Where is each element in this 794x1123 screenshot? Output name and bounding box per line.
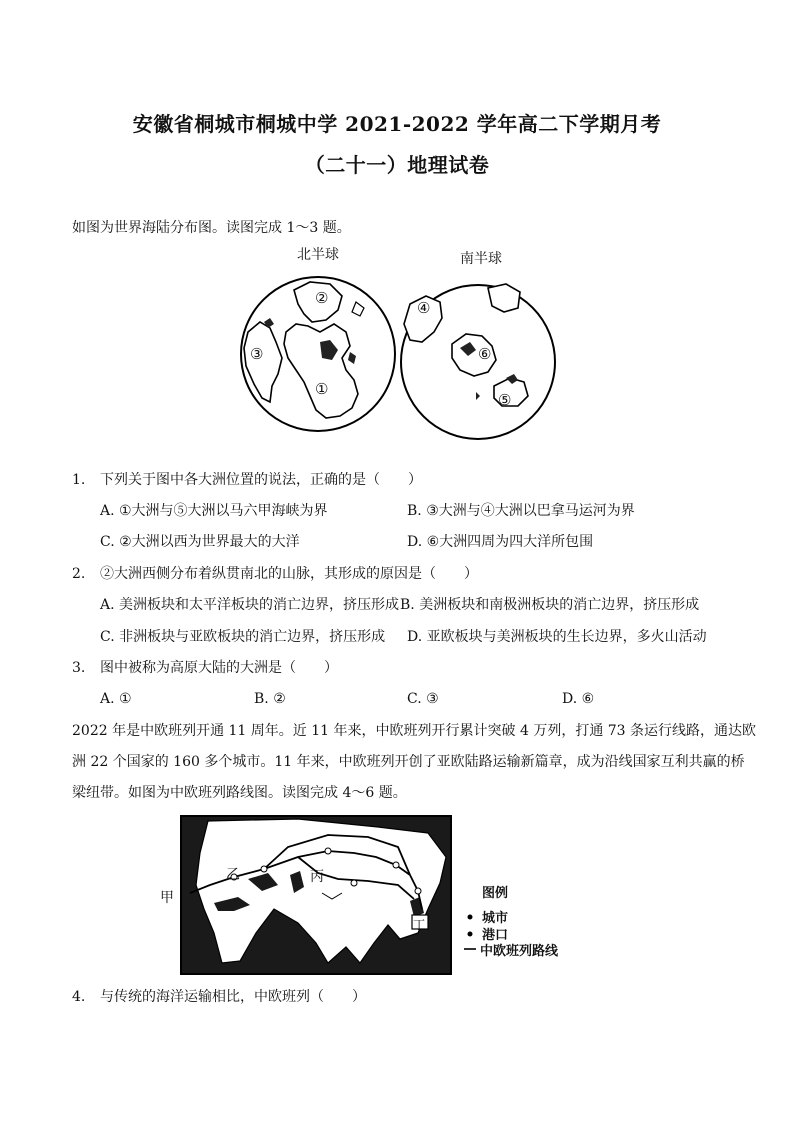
mark-4: ④ bbox=[417, 299, 431, 317]
question-3-option-d: D. ⑥ bbox=[562, 691, 595, 707]
intro-text: 如图为世界海陆分布图。读图完成 1～3 题。 bbox=[72, 220, 351, 236]
south-hemisphere-label: 南半球 bbox=[460, 251, 502, 267]
question-1-stem: 下列关于图中各大洲位置的说法，正确的是（ ） bbox=[100, 472, 422, 488]
map-label-jia: 甲 bbox=[160, 890, 174, 906]
question-3-option-a: A. ① bbox=[100, 691, 132, 707]
mark-6: ⑥ bbox=[478, 345, 492, 363]
question-3-option-c: C. ③ bbox=[407, 691, 439, 707]
map-label-bing: 丙 bbox=[310, 869, 324, 885]
passage-line-2: 洲 22 个国家的 160 多个城市。11 年来，中欧班列开创了亚欧陆路运输新篇章，成为沿线国家互利共赢的桥 bbox=[72, 754, 745, 770]
question-1-option-d: D. ⑥大洲四周为四大洋所包围 bbox=[407, 534, 594, 550]
question-2-option-b: B. 美洲板块和南极洲板块的消亡边界，挤压形成 bbox=[400, 597, 700, 613]
paper-title-line2: （二十一）地理试卷 bbox=[304, 153, 490, 177]
legend-city: 城市 bbox=[482, 911, 509, 926]
mark-1: ① bbox=[315, 380, 329, 398]
question-1-option-c: C. ②大洲以西为世界最大的大洋 bbox=[100, 534, 300, 550]
paper-title-line1: 安徽省桐城市桐城中学 2021-2022 学年高二下学期月考 bbox=[132, 112, 662, 136]
question-1-number: 1. bbox=[72, 472, 86, 488]
mark-2: ② bbox=[315, 289, 329, 307]
question-2-stem: ②大洲西侧分布着纵贯南北的山脉，其形成的原因是（ ） bbox=[100, 566, 478, 582]
legend-route: 中欧班列路线 bbox=[480, 944, 559, 959]
question-4-number: 4. bbox=[72, 989, 86, 1005]
legend-port: 港口 bbox=[482, 928, 509, 943]
question-3-number: 3. bbox=[72, 660, 86, 676]
map-label-yi: 乙 bbox=[226, 867, 240, 883]
map-label-ding: 丁 bbox=[413, 918, 426, 932]
question-2-option-d: D. 亚欧板块与美洲板块的生长边界，多火山活动 bbox=[407, 629, 707, 645]
world-hemispheres-map bbox=[230, 262, 630, 462]
question-1-option-b: B. ③大洲与④大洲以巴拿马运河为界 bbox=[407, 503, 635, 519]
passage-line-3: 梁纽带。如图为中欧班列路线图。读图完成 4～6 题。 bbox=[72, 785, 407, 801]
question-1-option-a: A. ①大洲与⑤大洲以马六甲海峡为界 bbox=[100, 503, 328, 519]
question-3-stem: 图中被称为高原大陆的大洲是（ ） bbox=[100, 660, 338, 676]
passage-line-1: 2022 年是中欧班列开通 11 周年。近 11 年来，中欧班列开行累计突破 4 万列，打通 73 条运行线路，通达欧 bbox=[72, 723, 757, 739]
question-2-option-c: C. 非洲板块与亚欧板块的消亡边界，挤压形成 bbox=[100, 629, 386, 645]
question-4-stem: 与传统的海洋运输相比，中欧班列（ ） bbox=[100, 989, 366, 1005]
question-2-number: 2. bbox=[72, 566, 86, 582]
legend-title: 图例 bbox=[482, 886, 509, 901]
mark-3: ③ bbox=[250, 345, 264, 363]
mark-5: ⑤ bbox=[498, 391, 512, 409]
question-2-option-a: A. 美洲板块和太平洋板块的消亡边界，挤压形成 bbox=[100, 597, 400, 613]
north-hemisphere-label: 北半球 bbox=[297, 247, 339, 263]
question-3-option-b: B. ② bbox=[254, 691, 286, 707]
